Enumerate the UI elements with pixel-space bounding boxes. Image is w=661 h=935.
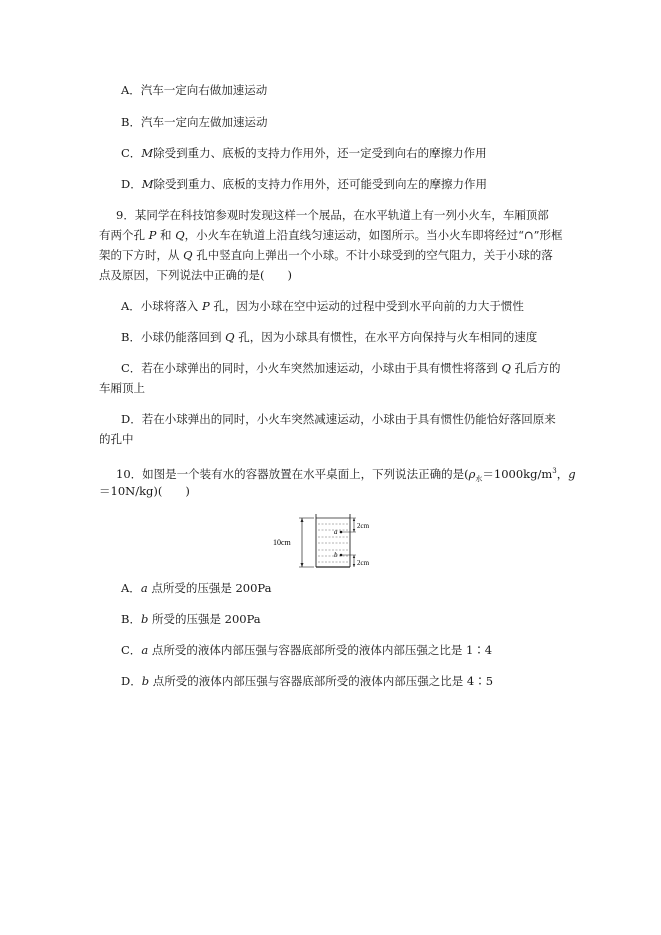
q9-option-b: B．小球仍能落回到 Q 孔，因为小球具有惯性，在水平方向保持与火车相同的速度 (121, 330, 538, 344)
q9-option-a: A．小球将落入 P 孔，因为小球在空中运动的过程中受到水平向前的力大于惯性 (121, 299, 524, 313)
q10-option-d: D．b 点所受的液体内部压强与容器底部所受的液体内部压强之比是 4∶5 (121, 674, 494, 688)
q9-option-d-line-1: D．若在小球弹出的同时，小火车突然减速运动，小球由于具有惯性仍能恰好落回原来 (121, 412, 556, 426)
prev-option-d: D．M除受到重力、底板的支持力作用外，还可能受到向左的摩擦力作用 (121, 177, 488, 191)
q9-option-c-line-2: 车厢顶上 (99, 381, 145, 395)
q10-stem-line-2: ＝10N/kg)( ) (99, 484, 190, 498)
point-a-label: a (334, 528, 338, 536)
water-container-diagram (272, 510, 392, 572)
q10-option-b: B．b 所受的压强是 200Pa (121, 612, 261, 626)
height-arrow-down (301, 563, 304, 567)
point-b-label: b (334, 551, 338, 559)
q9-stem-line-3: 架的下方时，从 Q 孔中竖直向上弹出一个小球。不计小球受到的空气阻力，关于小球的落 (99, 248, 553, 262)
q10-stem-line-1: 10．如图是一个装有水的容器放置在水平桌面上，下列说法正确的是($\rho_水=1000kg/m^3$，g (116, 466, 576, 484)
water-hatching (318, 524, 348, 562)
q9-option-c-line-1: C．若在小球弹出的同时，小火车突然加速运动，小球由于具有惯性将落到 Q 孔后方的 (121, 361, 561, 375)
prev-option-c: C．M除受到重力、底板的支持力作用外，还一定受到向右的摩擦力作用 (121, 146, 487, 160)
height-arrow-up (301, 518, 304, 522)
q10-option-a: A．a 点所受的压强是 200Pa (121, 581, 272, 595)
q9-option-d-line-2: 的孔中 (99, 432, 134, 446)
bottom-dimension-label: 2cm (357, 559, 370, 567)
prev-option-b: B．汽车一定向左做加速运动 (121, 115, 268, 129)
q9-stem-line-4: 点及原因，下列说法中正确的是( ) (99, 268, 292, 282)
prev-option-a: A．汽车一定向右做加速运动 (121, 83, 268, 97)
q9-stem-line-2: 有两个孔 P 和 Q，小火车在轨道上沿直线匀速运动，如图所示。当小火车即将经过“∩”形框 (99, 228, 563, 242)
q10-option-c: C．a 点所受的液体内部压强与容器底部所受的液体内部压强之比是 1∶4 (121, 643, 493, 657)
height-label: 10cm (273, 538, 291, 547)
top-dimension-label: 2cm (357, 522, 370, 530)
q9-stem-line-1: 9．某同学在科技馆参观时发现这样一个展品，在水平轨道上有一列小火车，车厢顶部 (116, 208, 549, 222)
